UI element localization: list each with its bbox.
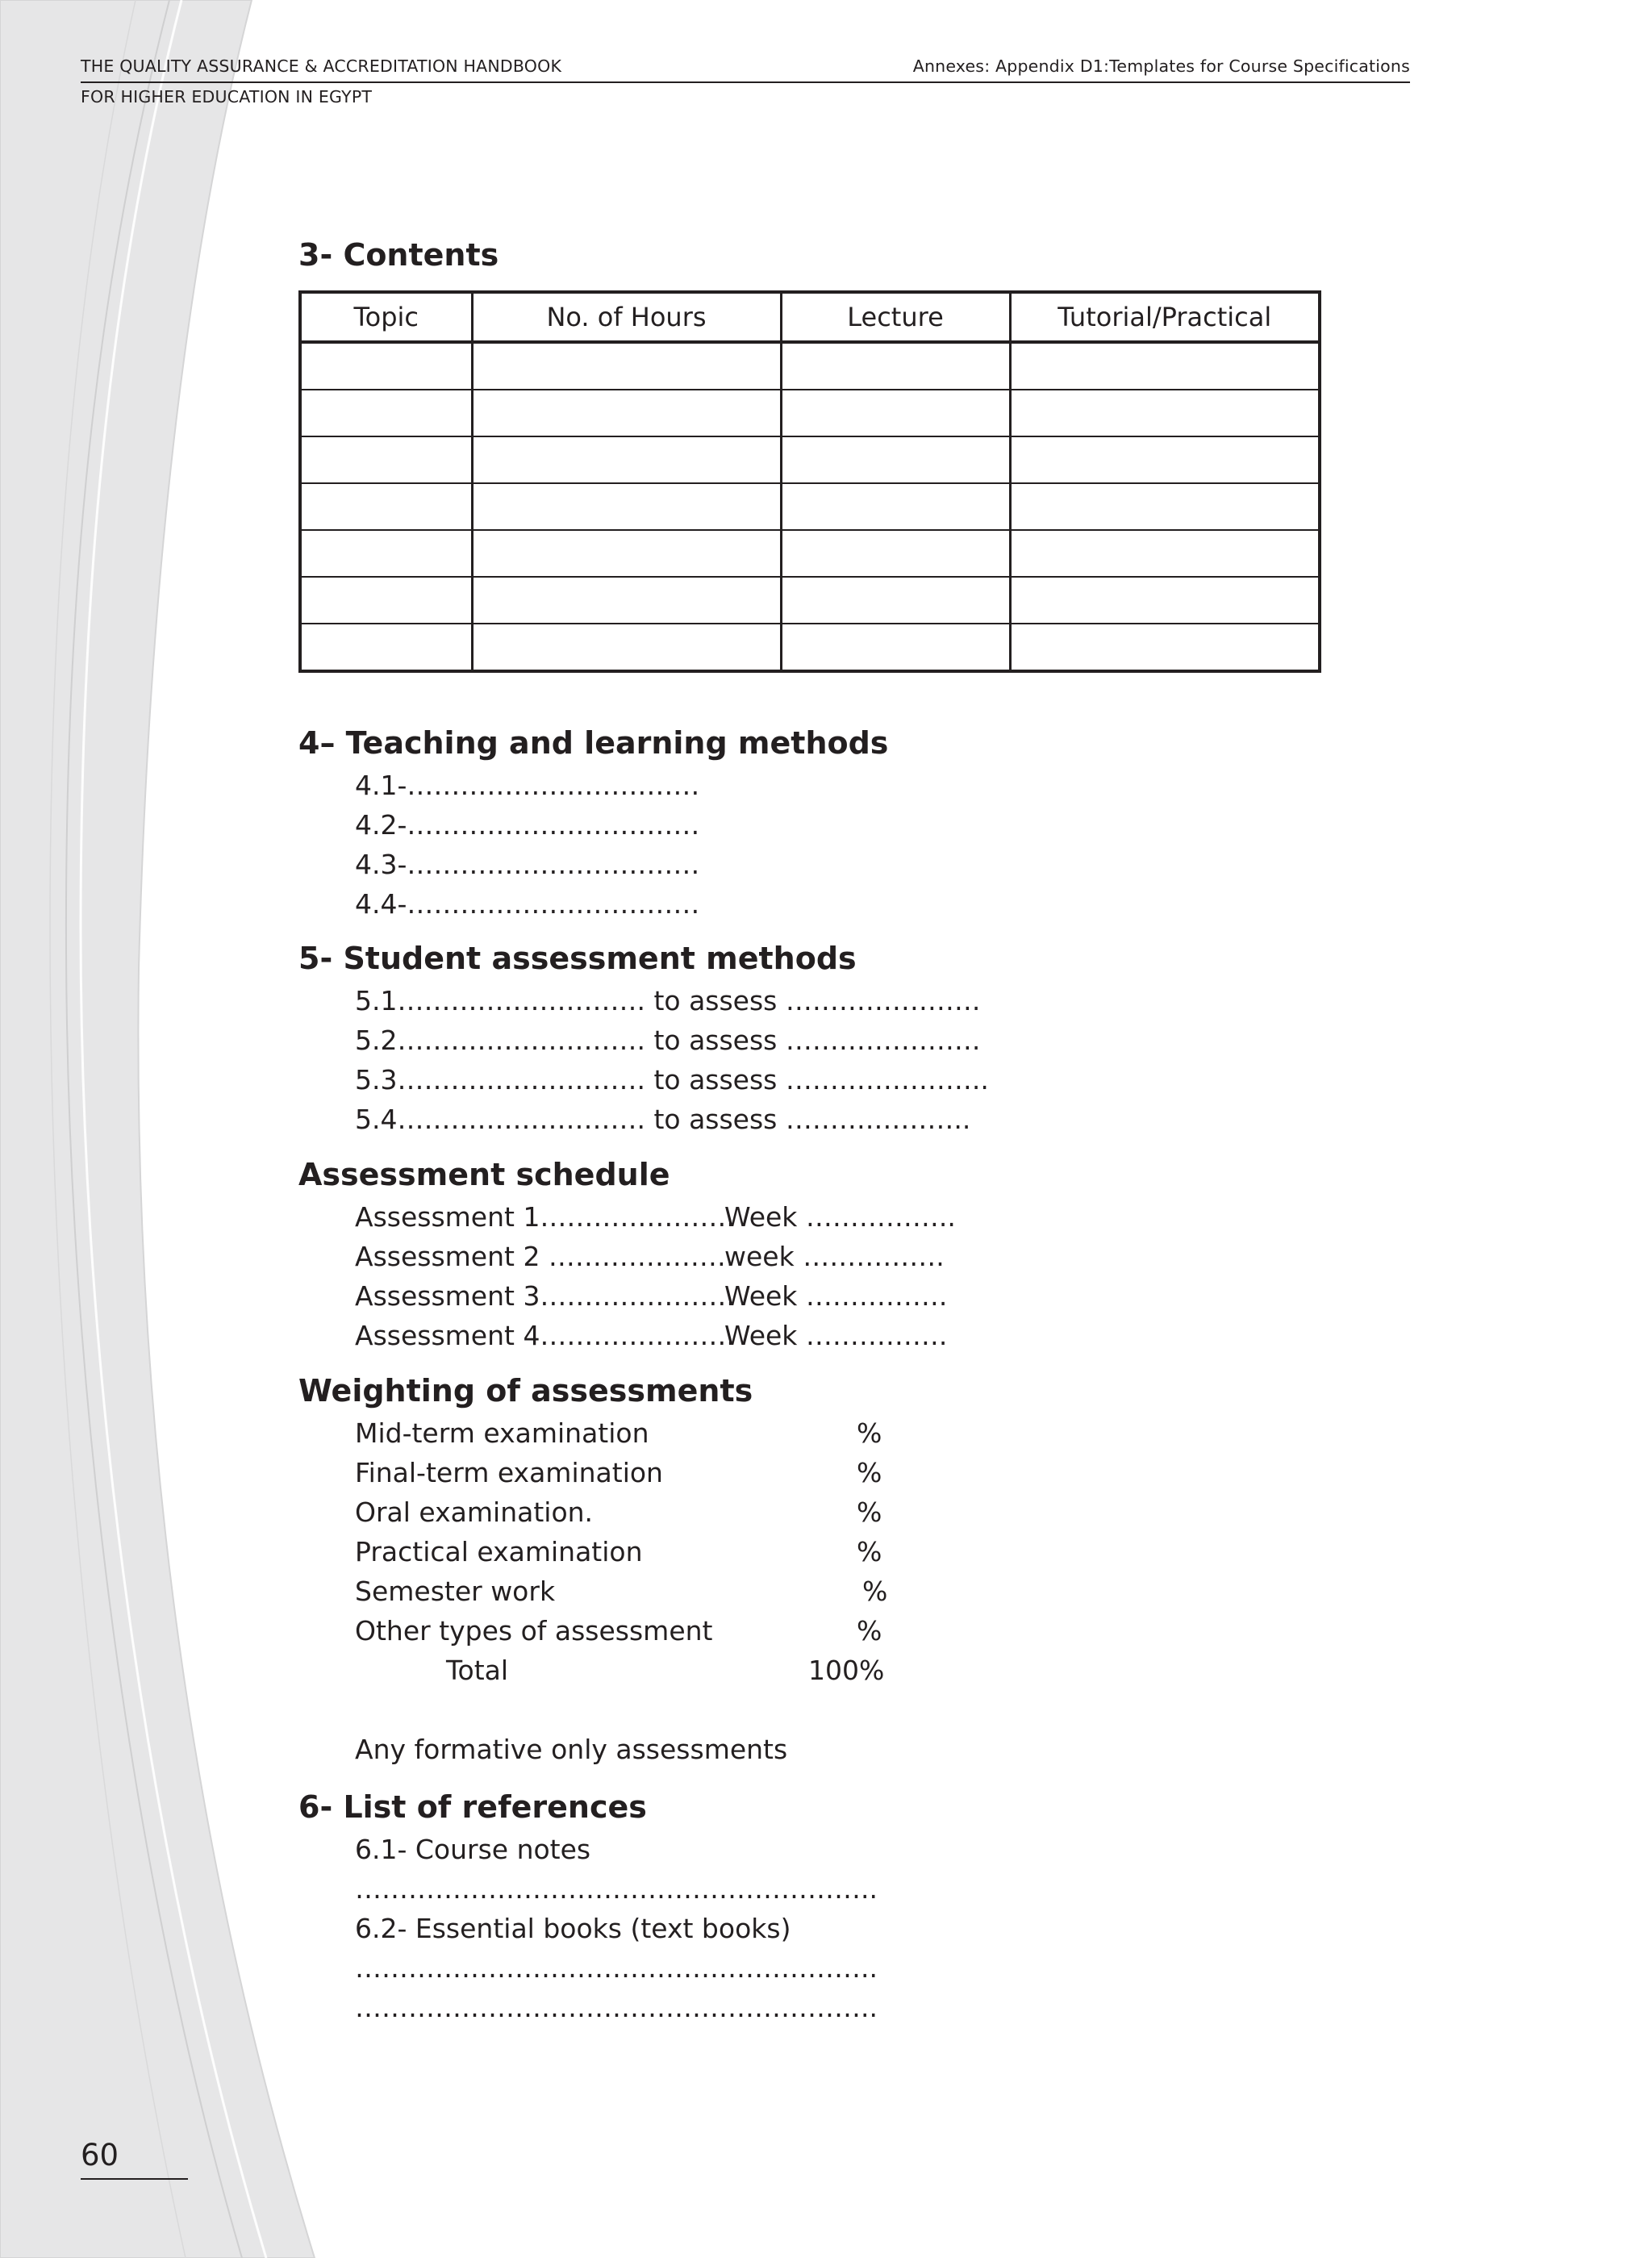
weighting-item-label: Other types of assessment	[355, 1615, 713, 1647]
weighting-item-label: Final-term examination	[355, 1457, 663, 1488]
weighting-heading: Weighting of assessments	[298, 1373, 753, 1409]
table-cell[interactable]	[300, 390, 472, 436]
table-cell[interactable]	[781, 530, 1010, 577]
weighting-item-value: %	[857, 1417, 882, 1449]
table-cell[interactable]	[472, 436, 781, 483]
schedule-item-week: week …………….	[724, 1241, 945, 1272]
table-cell[interactable]	[1010, 624, 1320, 671]
weighting-item-value: %	[857, 1615, 882, 1647]
weighting-item-label: Mid-term examination	[355, 1417, 649, 1449]
teaching-item: 4.4-……………………………	[355, 888, 700, 920]
table-row	[300, 436, 1320, 483]
formative-assessments-note: Any formative only assessments	[355, 1734, 788, 1765]
schedule-item-week: Week …………….	[724, 1280, 948, 1312]
schedule-item-week: Week ……………..	[724, 1201, 956, 1233]
weighting-item-label: Practical examination	[355, 1536, 643, 1567]
table-cell[interactable]	[781, 342, 1010, 390]
table-cell[interactable]	[472, 577, 781, 624]
header-rule	[81, 81, 1410, 83]
contents-heading: 3- Contents	[298, 237, 499, 273]
column-header-tutorial: Tutorial/Practical	[1010, 292, 1320, 342]
teaching-item: 4.2-……………………………	[355, 809, 700, 841]
references-heading: 6- List of references	[298, 1789, 647, 1825]
weighting-item-value: %	[862, 1576, 888, 1607]
page-number-rule	[81, 2178, 188, 2180]
weighting-item-value: %	[857, 1496, 882, 1528]
reference-item: …………………………………………………..	[355, 1952, 878, 1984]
table-cell[interactable]	[300, 624, 472, 671]
reference-item: 6.1- Course notes	[355, 1834, 591, 1865]
column-header-lecture: Lecture	[781, 292, 1010, 342]
table-cell[interactable]	[1010, 390, 1320, 436]
table-cell[interactable]	[781, 436, 1010, 483]
reference-item: 6.2- Essential books (text books)	[355, 1913, 791, 1944]
contents-header-row	[300, 292, 1320, 342]
weighting-item-label: Oral examination.	[355, 1496, 594, 1528]
table-row	[300, 624, 1320, 671]
table-row	[300, 342, 1320, 390]
teaching-heading: 4– Teaching and learning methods	[298, 725, 889, 761]
table-cell[interactable]	[472, 530, 781, 577]
assessment-method-item: 5.1………………………. to assess ………………….	[355, 985, 981, 1016]
table-row	[300, 577, 1320, 624]
table-cell[interactable]	[1010, 483, 1320, 530]
reference-item: …………………………………………………..	[355, 1992, 878, 2023]
assessment-method-item: 5.3………………………. to assess …………………..	[355, 1064, 989, 1096]
table-row	[300, 483, 1320, 530]
weighting-item-label: Semester work	[355, 1576, 556, 1607]
column-header-topic: Topic	[300, 292, 472, 342]
page-number: 60	[81, 2138, 119, 2172]
assessment-method-item: 5.2………………………. to assess ………………….	[355, 1025, 981, 1056]
contents-table	[298, 290, 1321, 673]
table-cell[interactable]	[1010, 436, 1320, 483]
weighting-total-label: Total	[446, 1655, 509, 1686]
teaching-item: 4.1-……………………………	[355, 770, 700, 801]
assessment-methods-heading: 5- Student assessment methods	[298, 941, 857, 976]
table-cell[interactable]	[300, 483, 472, 530]
teaching-item: 4.3-……………………………	[355, 849, 700, 880]
table-cell[interactable]	[781, 577, 1010, 624]
weighting-total-value: 100%	[808, 1655, 885, 1686]
schedule-item-label: Assessment 1………………….	[355, 1201, 735, 1233]
column-header-hours: No. of Hours	[472, 292, 781, 342]
table-cell[interactable]	[300, 530, 472, 577]
table-cell[interactable]	[1010, 530, 1320, 577]
table-cell[interactable]	[1010, 577, 1320, 624]
table-cell[interactable]	[472, 483, 781, 530]
schedule-item-week: Week …………….	[724, 1320, 948, 1351]
schedule-item-label: Assessment 3………………….	[355, 1280, 735, 1312]
header-title-line1: THE QUALITY ASSURANCE & ACCREDITATION HANDBOOK	[81, 56, 562, 76]
header-title-line2: FOR HIGHER EDUCATION IN EGYPT	[81, 87, 373, 106]
reference-item: …………………………………………………..	[355, 1873, 878, 1905]
table-cell[interactable]	[300, 577, 472, 624]
table-row	[300, 530, 1320, 577]
table-cell[interactable]	[300, 342, 472, 390]
table-cell[interactable]	[472, 342, 781, 390]
schedule-item-label: Assessment 4………………….	[355, 1320, 735, 1351]
table-row	[300, 390, 1320, 436]
schedule-heading: Assessment schedule	[298, 1157, 670, 1192]
table-cell[interactable]	[781, 390, 1010, 436]
weighting-item-value: %	[857, 1457, 882, 1488]
table-cell[interactable]	[781, 624, 1010, 671]
table-cell[interactable]	[1010, 342, 1320, 390]
table-cell[interactable]	[300, 436, 472, 483]
table-cell[interactable]	[472, 624, 781, 671]
table-cell[interactable]	[472, 390, 781, 436]
assessment-method-item: 5.4………………………. to assess ……….………..	[355, 1104, 971, 1135]
schedule-item-label: Assessment 2 …………………	[355, 1241, 735, 1272]
table-cell[interactable]	[781, 483, 1010, 530]
header-section-title: Annexes: Appendix D1:Templates for Course Specifications	[912, 56, 1410, 76]
weighting-item-value: %	[857, 1536, 882, 1567]
